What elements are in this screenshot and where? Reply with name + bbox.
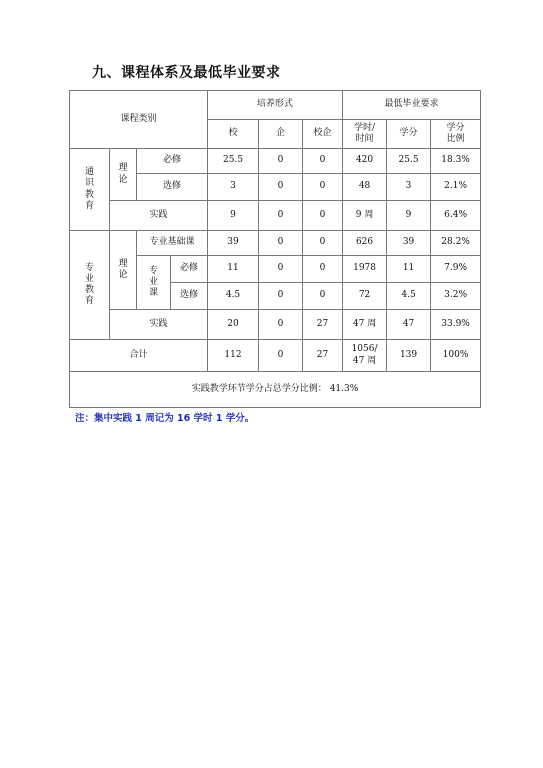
cell: 11	[208, 256, 259, 283]
cell: 0	[259, 310, 303, 340]
general-theory-label: 理 论	[110, 149, 137, 201]
practice-ratio-value: 41.3%	[329, 383, 359, 394]
total-row	[70, 340, 481, 372]
cell: 25.5	[208, 149, 259, 174]
cell: 0	[259, 340, 303, 372]
header-ratio	[431, 120, 481, 149]
cell: 3	[208, 174, 259, 201]
cell: 7.9%	[431, 256, 481, 283]
cell: 139	[387, 340, 431, 372]
header-hours-line1: 学时/	[354, 122, 376, 133]
professional-theory-label: 理 论	[110, 231, 137, 310]
cell: 0	[259, 283, 303, 310]
cell: 0	[303, 256, 343, 283]
table-row	[70, 149, 481, 174]
cell: 0	[303, 201, 343, 231]
cell: 1978	[343, 256, 387, 283]
cell: 9	[208, 201, 259, 231]
cell: 39	[387, 231, 431, 256]
total-hours: 1056/ 47 周	[343, 340, 387, 372]
header-ratio-line1: 学分	[446, 122, 465, 133]
header-enterprise: 企	[259, 120, 303, 149]
professional-education-label: 专 业 教 育	[70, 231, 110, 340]
cell: 3.2%	[431, 283, 481, 310]
cell: 2.1%	[431, 174, 481, 201]
total-label: 合计	[70, 340, 208, 372]
cell: 0	[259, 174, 303, 201]
cell: 11	[387, 256, 431, 283]
cell: 25.5	[387, 149, 431, 174]
header-training-form: 培养形式	[208, 91, 343, 120]
header-ratio-line2: 比例	[446, 134, 465, 144]
cell: 6.4%	[431, 201, 481, 231]
cell: 0	[259, 149, 303, 174]
cell: 100%	[431, 340, 481, 372]
prof-practice-label: 实践	[110, 310, 208, 340]
cell: 4.5	[387, 283, 431, 310]
cell: 39	[208, 231, 259, 256]
cell: 0	[259, 231, 303, 256]
header-hours-line2: 时间	[355, 134, 374, 144]
practice-ratio-row	[70, 372, 481, 408]
cell: 27	[303, 340, 343, 372]
header-school: 校	[208, 120, 259, 149]
cell: 9 周	[343, 201, 387, 231]
table-row	[70, 231, 481, 256]
prof-required-label: 必修	[171, 256, 208, 283]
cell: 4.5	[208, 283, 259, 310]
gen-required-label: 必修	[137, 149, 208, 174]
footnote: 注：集中实践 1 周记为 16 学时 1 学分。	[75, 413, 255, 424]
gen-elective-label: 选修	[137, 174, 208, 201]
cell: 47 周	[343, 310, 387, 340]
cell: 27	[303, 310, 343, 340]
cell: 626	[343, 231, 387, 256]
general-education-label: 通 识 教 育	[70, 149, 110, 231]
cell: 0	[303, 174, 343, 201]
header-school-enterprise: 校企	[303, 120, 343, 149]
cell: 9	[387, 201, 431, 231]
cell: 0	[303, 149, 343, 174]
header-category: 课程类别	[70, 91, 208, 149]
cell: 3	[387, 174, 431, 201]
cell: 0	[303, 231, 343, 256]
cell: 0	[259, 256, 303, 283]
table-row	[70, 310, 481, 340]
header-min-requirement: 最低毕业要求	[343, 91, 481, 120]
gen-practice-label: 实践	[110, 201, 208, 231]
cell: 420	[343, 149, 387, 174]
cell: 72	[343, 283, 387, 310]
cell: 28.2%	[431, 231, 481, 256]
cell: 18.3%	[431, 149, 481, 174]
header-hours	[343, 120, 387, 149]
practice-ratio-label: 实践教学环节学分占总学分比例：	[191, 383, 327, 394]
cell: 33.9%	[431, 310, 481, 340]
cell: 20	[208, 310, 259, 340]
header-credits: 学分	[387, 120, 431, 149]
section-title: 九、课程体系及最低毕业要求	[92, 65, 281, 81]
cell: 0	[259, 201, 303, 231]
prof-elective-label: 选修	[171, 283, 208, 310]
cell: 0	[303, 283, 343, 310]
prof-basic-label: 专业基础课	[137, 231, 208, 256]
cell: 47	[387, 310, 431, 340]
header-row-1	[70, 91, 481, 120]
practice-ratio-cell	[70, 372, 481, 408]
cell: 48	[343, 174, 387, 201]
cell: 112	[208, 340, 259, 372]
professional-course-label: 专 业 课	[137, 256, 171, 310]
curriculum-table	[69, 90, 481, 408]
table-row	[70, 201, 481, 231]
